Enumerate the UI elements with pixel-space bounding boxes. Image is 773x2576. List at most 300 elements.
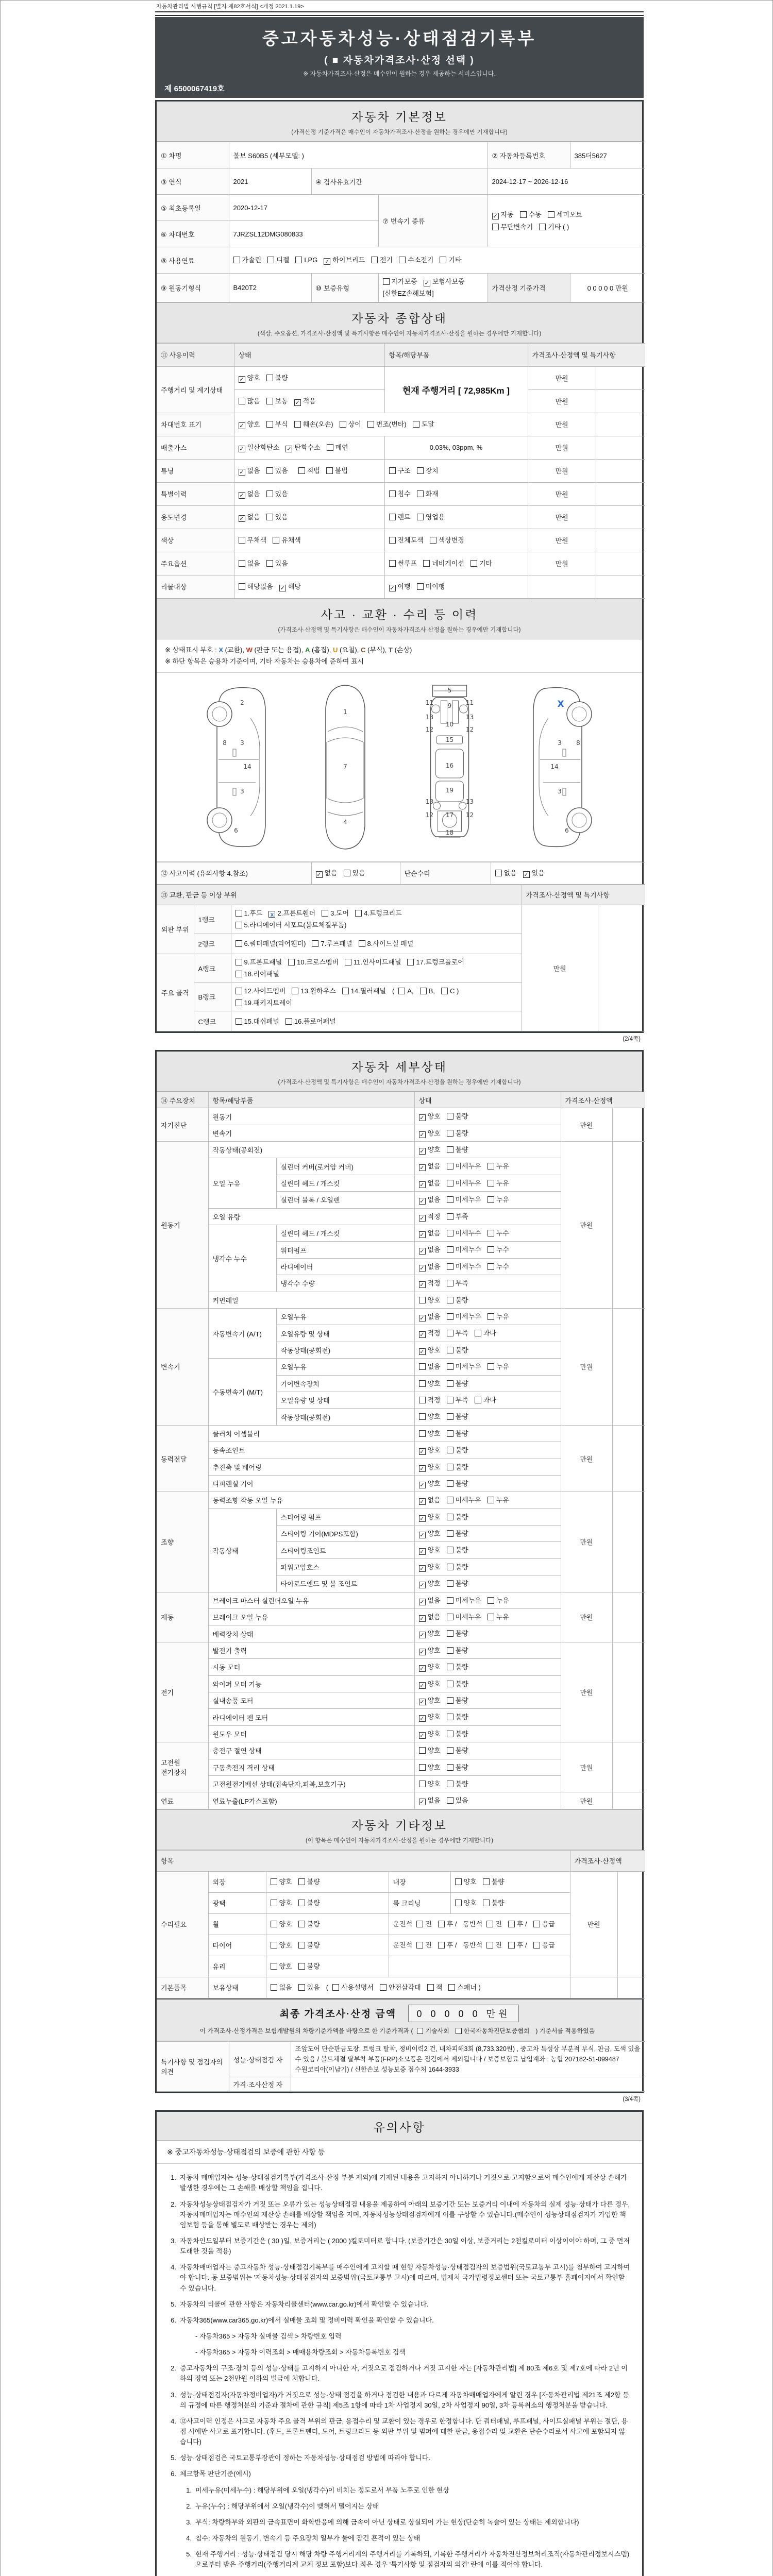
checkbox-option[interactable] [419, 1261, 441, 1273]
checkbox-checked-icon[interactable]: ✓ [424, 280, 429, 286]
checkbox-option[interactable] [239, 465, 260, 477]
checkbox-option[interactable] [239, 581, 273, 592]
checkbox-option[interactable] [488, 1194, 509, 1206]
checkbox-option[interactable] [371, 254, 393, 266]
checkbox-cell[interactable] [414, 1725, 561, 1742]
checkbox-icon[interactable] [419, 1747, 426, 1754]
checkbox-icon[interactable] [447, 1146, 453, 1153]
checkbox-option[interactable] [539, 221, 569, 233]
checkbox-icon[interactable] [447, 1580, 453, 1587]
checkbox-icon[interactable] [438, 1942, 445, 1948]
checkbox-option[interactable] [342, 985, 386, 997]
checkbox-cell[interactable] [266, 1956, 389, 1977]
checkbox-option[interactable] [298, 1918, 320, 1930]
checkbox-option[interactable] [447, 1611, 481, 1623]
checkbox-cell[interactable] [234, 505, 384, 529]
checkbox-option[interactable] [447, 1160, 481, 1172]
checkbox-icon[interactable] [447, 1330, 453, 1336]
checkbox-option[interactable] [298, 1876, 320, 1888]
checkbox-checked-icon[interactable]: ✓ [239, 377, 244, 383]
checkbox-icon[interactable] [492, 224, 499, 230]
checkbox-option[interactable] [475, 1394, 496, 1406]
checkbox-icon[interactable] [486, 1942, 493, 1948]
checkbox-checked-icon[interactable]: ✓ [280, 585, 285, 592]
checkbox-option[interactable] [417, 581, 445, 592]
checkbox-option[interactable] [367, 418, 407, 430]
checkbox-option[interactable] [419, 1661, 441, 1673]
checkbox-icon[interactable] [495, 870, 502, 876]
checkbox-checked-icon[interactable]: ✓ [419, 1348, 425, 1355]
checkbox-icon[interactable] [447, 1413, 453, 1420]
checkbox-icon[interactable] [367, 421, 374, 428]
checkbox-checked-icon[interactable]: ✓ [239, 446, 244, 453]
checkbox-option[interactable] [447, 1378, 468, 1389]
checkbox-option[interactable] [267, 254, 289, 266]
checkbox-icon[interactable] [447, 1163, 453, 1170]
checkbox-cell[interactable] [234, 552, 384, 575]
checkbox-option[interactable] [447, 1177, 481, 1189]
checkbox-checked-icon[interactable]: ✓ [419, 1465, 425, 1472]
checkbox-icon[interactable] [423, 560, 430, 567]
checkbox-cell[interactable] [414, 1108, 561, 1125]
checkbox-icon[interactable] [447, 1263, 453, 1270]
checkbox-option[interactable] [398, 985, 413, 997]
checkbox-icon[interactable] [266, 514, 273, 520]
checkbox-icon[interactable] [380, 1984, 386, 1991]
checkbox-option[interactable] [419, 1110, 441, 1122]
checkbox-icon[interactable] [344, 870, 350, 876]
checkbox-option[interactable] [430, 534, 464, 546]
checkbox-cell[interactable] [384, 552, 528, 575]
checkbox-icon[interactable] [236, 940, 242, 947]
checkbox-cell[interactable] [414, 1775, 561, 1792]
checkbox-checked-icon[interactable]: ✓ [419, 1666, 425, 1672]
checkbox-icon[interactable] [447, 1280, 453, 1286]
checkbox-icon[interactable] [285, 1018, 292, 1025]
checkbox-icon[interactable] [236, 959, 242, 965]
checkbox-checked-icon[interactable]: ✓ [419, 1315, 425, 1321]
checkbox-option[interactable] [447, 1110, 468, 1122]
checkbox-cell[interactable] [234, 389, 384, 413]
checkbox-option[interactable] [236, 1015, 279, 1027]
checkbox-icon[interactable] [483, 1900, 490, 1906]
checkbox-cell[interactable] [414, 1309, 561, 1325]
checkbox-option[interactable] [266, 372, 288, 384]
checkbox-cell[interactable] [231, 905, 522, 934]
checkbox-checked-icon[interactable]: ✓ [419, 1181, 425, 1188]
checkbox-icon[interactable] [447, 1313, 453, 1320]
checkbox-icon[interactable] [455, 1878, 462, 1885]
checkbox-option[interactable] [322, 907, 349, 919]
checkbox-checked-icon[interactable]: ✓ [419, 1148, 425, 1155]
checkbox-icon[interactable] [427, 1984, 434, 1991]
checkbox-icon[interactable] [236, 1018, 242, 1025]
checkbox-option[interactable] [488, 1611, 509, 1623]
checkbox-option[interactable] [488, 1361, 509, 1372]
checkbox-icon[interactable] [267, 257, 274, 263]
checkbox-option[interactable] [419, 1227, 441, 1239]
checkbox-cell[interactable] [414, 1792, 561, 1809]
checkbox-option[interactable] [475, 1327, 496, 1339]
checkbox-option[interactable] [271, 1897, 292, 1909]
checkbox-icon[interactable] [447, 1480, 453, 1487]
checkbox-cell[interactable] [234, 482, 384, 505]
checkbox-option[interactable] [456, 2026, 530, 2037]
checkbox-option[interactable] [447, 1528, 468, 1539]
checkbox-option[interactable] [236, 956, 282, 968]
checkbox-icon[interactable] [236, 922, 242, 928]
checkbox-cell[interactable] [414, 1759, 561, 1775]
checkbox-icon[interactable] [312, 940, 318, 947]
checkbox-option[interactable] [236, 907, 263, 919]
checkbox-cell[interactable] [414, 1409, 561, 1425]
checkbox-option[interactable] [488, 1160, 509, 1172]
checkbox-icon[interactable] [271, 1984, 277, 1991]
checkbox-option[interactable] [508, 1918, 527, 1930]
checkbox-icon[interactable] [236, 971, 242, 977]
checkbox-option[interactable] [447, 1694, 468, 1706]
checkbox-cell[interactable] [414, 1475, 561, 1492]
checkbox-option[interactable] [419, 1127, 441, 1139]
checkbox-cell[interactable] [266, 1913, 389, 1935]
checkbox-cell[interactable] [414, 1609, 561, 1625]
checkbox-option[interactable] [294, 395, 316, 407]
checkbox-cell[interactable] [414, 1425, 561, 1442]
checkbox-option[interactable] [389, 465, 411, 477]
checkbox-icon[interactable] [239, 583, 245, 590]
checkbox-option[interactable] [416, 1918, 432, 1930]
checkbox-checked-icon[interactable]: ✓ [419, 1332, 425, 1338]
checkbox-option[interactable] [447, 1211, 468, 1223]
checkbox-icon[interactable] [447, 1747, 453, 1754]
checkbox-cell[interactable] [389, 1935, 570, 1956]
checkbox-option[interactable] [448, 1981, 481, 1993]
checkbox-option[interactable] [271, 1960, 292, 1972]
checkbox-icon[interactable] [447, 1130, 453, 1137]
checkbox-option[interactable] [389, 511, 411, 523]
checkbox-option[interactable] [533, 1918, 555, 1930]
checkbox-option[interactable] [424, 276, 465, 287]
checkbox-icon[interactable] [340, 421, 346, 428]
checkbox-option[interactable] [419, 1294, 441, 1306]
checkbox-option[interactable] [419, 1511, 441, 1523]
checkbox-cell[interactable] [231, 934, 522, 954]
checkbox-checked-icon[interactable]: ✓ [325, 259, 330, 265]
checkbox-icon[interactable] [417, 2028, 423, 2034]
checkbox-icon[interactable] [488, 1313, 494, 1320]
checkbox-option[interactable] [413, 418, 434, 430]
checkbox-option[interactable] [298, 1939, 320, 1951]
checkbox-icon[interactable] [447, 1564, 453, 1570]
checkbox-cell[interactable] [414, 1659, 561, 1675]
checkbox-option[interactable] [419, 1561, 441, 1573]
checkbox-icon[interactable] [288, 959, 295, 965]
checkbox-option[interactable] [419, 1544, 441, 1556]
checkbox-cell[interactable] [414, 1225, 561, 1242]
checkbox-checked-icon[interactable]: ✓ [524, 872, 529, 878]
checkbox-checked-icon[interactable]: ✓ [419, 1165, 425, 1172]
checkbox-icon[interactable] [475, 1397, 481, 1403]
checkbox-option[interactable] [447, 1361, 481, 1372]
final-price-note[interactable] [162, 2026, 637, 2037]
checkbox-option[interactable] [417, 2026, 449, 2037]
checkbox-option[interactable] [419, 1494, 441, 1506]
checkbox-cell[interactable] [414, 1258, 561, 1275]
checkbox-cell[interactable] [389, 1913, 570, 1935]
checkbox-icon[interactable] [417, 583, 424, 590]
checkbox-icon[interactable] [371, 257, 378, 263]
checkbox-cell[interactable] [491, 862, 645, 884]
checkbox-icon[interactable] [447, 1764, 453, 1771]
checkbox-option[interactable] [239, 534, 267, 546]
checkbox-icon[interactable] [447, 1230, 453, 1236]
checkbox-checked-icon[interactable]: ✓ [419, 1699, 425, 1705]
checkbox-checked-icon[interactable]: ✓ [239, 423, 244, 430]
checkbox-checked-icon[interactable]: ✓ [419, 1482, 425, 1488]
checkbox-option[interactable] [447, 1261, 481, 1273]
checkbox-option[interactable] [455, 1876, 477, 1888]
checkbox-option[interactable] [441, 985, 459, 997]
checkbox-option[interactable] [419, 1578, 441, 1589]
checkbox-icon[interactable] [447, 1497, 453, 1503]
checkbox-option[interactable] [399, 254, 433, 266]
checkbox-option[interactable] [419, 1611, 441, 1623]
checkbox-cell[interactable] [414, 1442, 561, 1459]
checkbox-icon[interactable] [488, 1614, 494, 1620]
checkbox-cell[interactable] [378, 274, 488, 302]
checkbox-option[interactable] [447, 1561, 468, 1573]
checkbox-checked-icon[interactable]: ✓ [239, 493, 244, 499]
checkbox-option[interactable] [419, 1327, 441, 1339]
checkbox-option[interactable] [438, 1918, 457, 1930]
checkbox-checked-icon[interactable]: ✓ [419, 1198, 425, 1205]
checkbox-option[interactable] [470, 557, 492, 569]
checkbox-cell[interactable] [414, 1142, 561, 1158]
checkbox-option[interactable] [419, 1628, 441, 1639]
checkbox-icon[interactable] [271, 1878, 277, 1885]
checkbox-icon[interactable] [298, 1921, 305, 1927]
checkbox-option[interactable] [419, 1645, 441, 1656]
checkbox-option[interactable] [447, 1511, 468, 1523]
checkbox-option[interactable] [419, 1194, 441, 1206]
checkbox-option[interactable] [447, 1645, 468, 1656]
checkbox-icon[interactable] [447, 1547, 453, 1553]
checkbox-option[interactable] [236, 997, 292, 1009]
checkbox-option[interactable] [298, 465, 320, 477]
checkbox-option[interactable] [298, 1981, 320, 1993]
checkbox-option[interactable] [417, 488, 439, 500]
checkbox-cell[interactable] [414, 1526, 561, 1542]
checkbox-option[interactable] [419, 1728, 441, 1740]
checkbox-cell[interactable] [266, 1935, 389, 1956]
checkbox-icon[interactable] [407, 959, 414, 965]
checkbox-option[interactable] [419, 1678, 441, 1690]
checkbox-icon[interactable] [420, 988, 427, 994]
checkbox-icon[interactable] [233, 257, 240, 263]
checkbox-icon[interactable] [383, 278, 390, 285]
checkbox-option[interactable] [447, 1227, 481, 1239]
checkbox-icon[interactable] [298, 1984, 305, 1991]
checkbox-option[interactable] [447, 1628, 468, 1639]
checkbox-option[interactable] [419, 1595, 441, 1606]
checkbox-checked-icon[interactable]: ✓ [419, 1716, 425, 1722]
checkbox-icon[interactable] [430, 537, 436, 544]
checkbox-icon[interactable] [440, 257, 446, 263]
checkbox-icon[interactable] [455, 1900, 462, 1906]
checkbox-cell[interactable] [234, 366, 384, 389]
checkbox-option[interactable] [266, 511, 288, 523]
checkbox-icon[interactable] [447, 1464, 453, 1470]
checkbox-option[interactable] [239, 442, 280, 453]
checkbox-option[interactable] [239, 488, 260, 500]
checkbox-option[interactable] [344, 867, 365, 879]
checkbox-icon[interactable] [447, 1630, 453, 1637]
checkbox-cell[interactable] [414, 1692, 561, 1708]
checkbox-icon[interactable] [488, 1196, 494, 1203]
checkbox-cell[interactable] [229, 247, 645, 274]
checkbox-icon[interactable] [417, 490, 424, 497]
checkbox-icon[interactable] [488, 1246, 494, 1253]
checkbox-option[interactable] [447, 1595, 481, 1606]
checkbox-option[interactable] [447, 1277, 468, 1289]
checkbox-option[interactable] [416, 1939, 432, 1951]
checkbox-icon[interactable] [447, 1430, 453, 1437]
checkbox-option[interactable] [419, 1144, 441, 1156]
checkbox-icon[interactable] [389, 560, 396, 567]
checkbox-icon[interactable] [486, 1921, 493, 1927]
checkbox-option[interactable] [523, 867, 545, 879]
checkbox-icon[interactable] [398, 988, 405, 994]
checkbox-icon[interactable] [355, 910, 362, 917]
checkbox-checked-icon[interactable]: ✓ [419, 1265, 425, 1272]
checkbox-icon[interactable] [416, 1921, 423, 1927]
checkbox-icon[interactable] [342, 988, 349, 994]
checkbox-cell[interactable] [414, 1125, 561, 1141]
checkbox-icon[interactable] [413, 421, 419, 428]
checkbox-checked-icon[interactable]: ✓ [316, 872, 322, 878]
checkbox-icon[interactable] [483, 1878, 490, 1885]
checkbox-icon[interactable] [447, 1647, 453, 1654]
checkbox-option[interactable] [292, 985, 335, 997]
checkbox-cell[interactable] [414, 1592, 561, 1608]
checkbox-cell[interactable] [234, 459, 384, 482]
checkbox-option[interactable] [419, 1344, 441, 1356]
checkbox-icon[interactable] [389, 514, 396, 520]
checkbox-cell[interactable] [414, 1175, 561, 1191]
checkbox-icon[interactable] [419, 1781, 426, 1787]
checkbox-icon[interactable] [488, 1163, 494, 1170]
checkbox-cell[interactable] [414, 1558, 561, 1575]
checkbox-icon[interactable] [416, 1942, 423, 1948]
checkbox-option[interactable] [419, 1428, 441, 1439]
checkbox-checked-icon[interactable]: ✓ [419, 1616, 425, 1622]
checkbox-option[interactable] [389, 557, 417, 569]
checkbox-option[interactable] [326, 465, 348, 477]
checkbox-checked-icon[interactable]: ✓ [419, 1499, 425, 1505]
checkbox-icon[interactable] [298, 1963, 305, 1970]
checkbox-icon[interactable] [447, 1514, 453, 1520]
checkbox-icon[interactable] [456, 2028, 462, 2034]
checkbox-checked-icon[interactable]: ✓ [419, 1248, 425, 1255]
checkbox-checked-icon[interactable]: ✓ [419, 1282, 425, 1289]
checkbox-icon[interactable] [359, 940, 365, 947]
checkbox-icon[interactable] [447, 1797, 453, 1804]
checkbox-option[interactable] [419, 1244, 441, 1256]
checkbox-checked-icon[interactable]: ✓ [419, 1532, 425, 1539]
checkbox-option[interactable] [419, 1211, 441, 1223]
checkbox-option[interactable] [447, 1578, 468, 1589]
checkbox-option[interactable] [279, 581, 301, 592]
checkbox-icon[interactable] [266, 421, 273, 428]
checkbox-icon[interactable] [488, 1230, 494, 1236]
checkbox-icon[interactable] [298, 467, 305, 474]
checkbox-option[interactable] [447, 1494, 481, 1506]
checkbox-icon[interactable] [266, 560, 273, 567]
checkbox-icon[interactable] [533, 1942, 540, 1948]
checkbox-cell[interactable] [414, 1375, 561, 1392]
checkbox-icon[interactable] [441, 988, 448, 994]
checkbox-option[interactable] [488, 1494, 509, 1506]
checkbox-option[interactable] [447, 1744, 468, 1756]
checkbox-icon[interactable] [419, 1297, 426, 1303]
checkbox-icon[interactable] [266, 375, 273, 381]
checkbox-checked-icon[interactable]: ✓ [493, 213, 498, 220]
checkbox-cell[interactable] [414, 1359, 561, 1375]
checkbox-cell[interactable] [414, 1642, 561, 1658]
checkbox-cell[interactable] [231, 954, 522, 982]
checkbox-checked-icon[interactable]: ✓ [419, 1649, 425, 1655]
checkbox-checked-icon[interactable]: ✓ [287, 446, 292, 453]
checkbox-icon[interactable] [447, 1380, 453, 1387]
checkbox-icon[interactable] [326, 467, 333, 474]
checkbox-cell[interactable] [234, 436, 384, 459]
checkbox-option[interactable] [266, 418, 288, 430]
checkbox-icon[interactable] [389, 467, 396, 474]
checkbox-icon[interactable] [447, 1213, 453, 1220]
checkbox-option[interactable] [298, 1897, 320, 1909]
checkbox-icon[interactable] [327, 444, 333, 451]
checkbox-icon[interactable] [508, 1921, 515, 1927]
checkbox-cell[interactable] [384, 482, 528, 505]
checkbox-icon[interactable] [447, 1180, 453, 1187]
checkbox-option[interactable] [383, 276, 417, 287]
checkbox-cell[interactable] [414, 1742, 561, 1759]
checkbox-checked-icon[interactable]: ✓ [419, 1799, 425, 1806]
checkbox-icon[interactable] [448, 1984, 455, 1991]
checkbox-option[interactable] [389, 581, 411, 592]
checkbox-option[interactable] [455, 1897, 477, 1909]
checkbox-icon[interactable] [332, 1984, 339, 1991]
checkbox-option[interactable] [380, 1981, 421, 1993]
checkbox-cell[interactable] [234, 529, 384, 552]
checkbox-icon[interactable] [419, 1397, 426, 1403]
checkbox-option[interactable] [294, 418, 333, 430]
checkbox-icon[interactable] [447, 1731, 453, 1737]
checkbox-icon[interactable] [488, 1597, 494, 1604]
checkbox-option[interactable] [324, 254, 365, 266]
checkbox-icon[interactable] [447, 1113, 453, 1120]
checkbox-cell[interactable] [414, 1208, 561, 1225]
checkbox-cell[interactable] [266, 1871, 389, 1892]
checkbox-option[interactable] [447, 1311, 481, 1323]
checkbox-option[interactable] [447, 1794, 468, 1806]
checkbox-option[interactable] [447, 1544, 468, 1556]
checkbox-icon[interactable] [447, 1681, 453, 1687]
checkbox-icon[interactable] [271, 1963, 277, 1970]
checkbox-option[interactable] [447, 1394, 468, 1406]
checkbox-option[interactable] [447, 1711, 468, 1723]
checkbox-option[interactable] [447, 1294, 468, 1306]
